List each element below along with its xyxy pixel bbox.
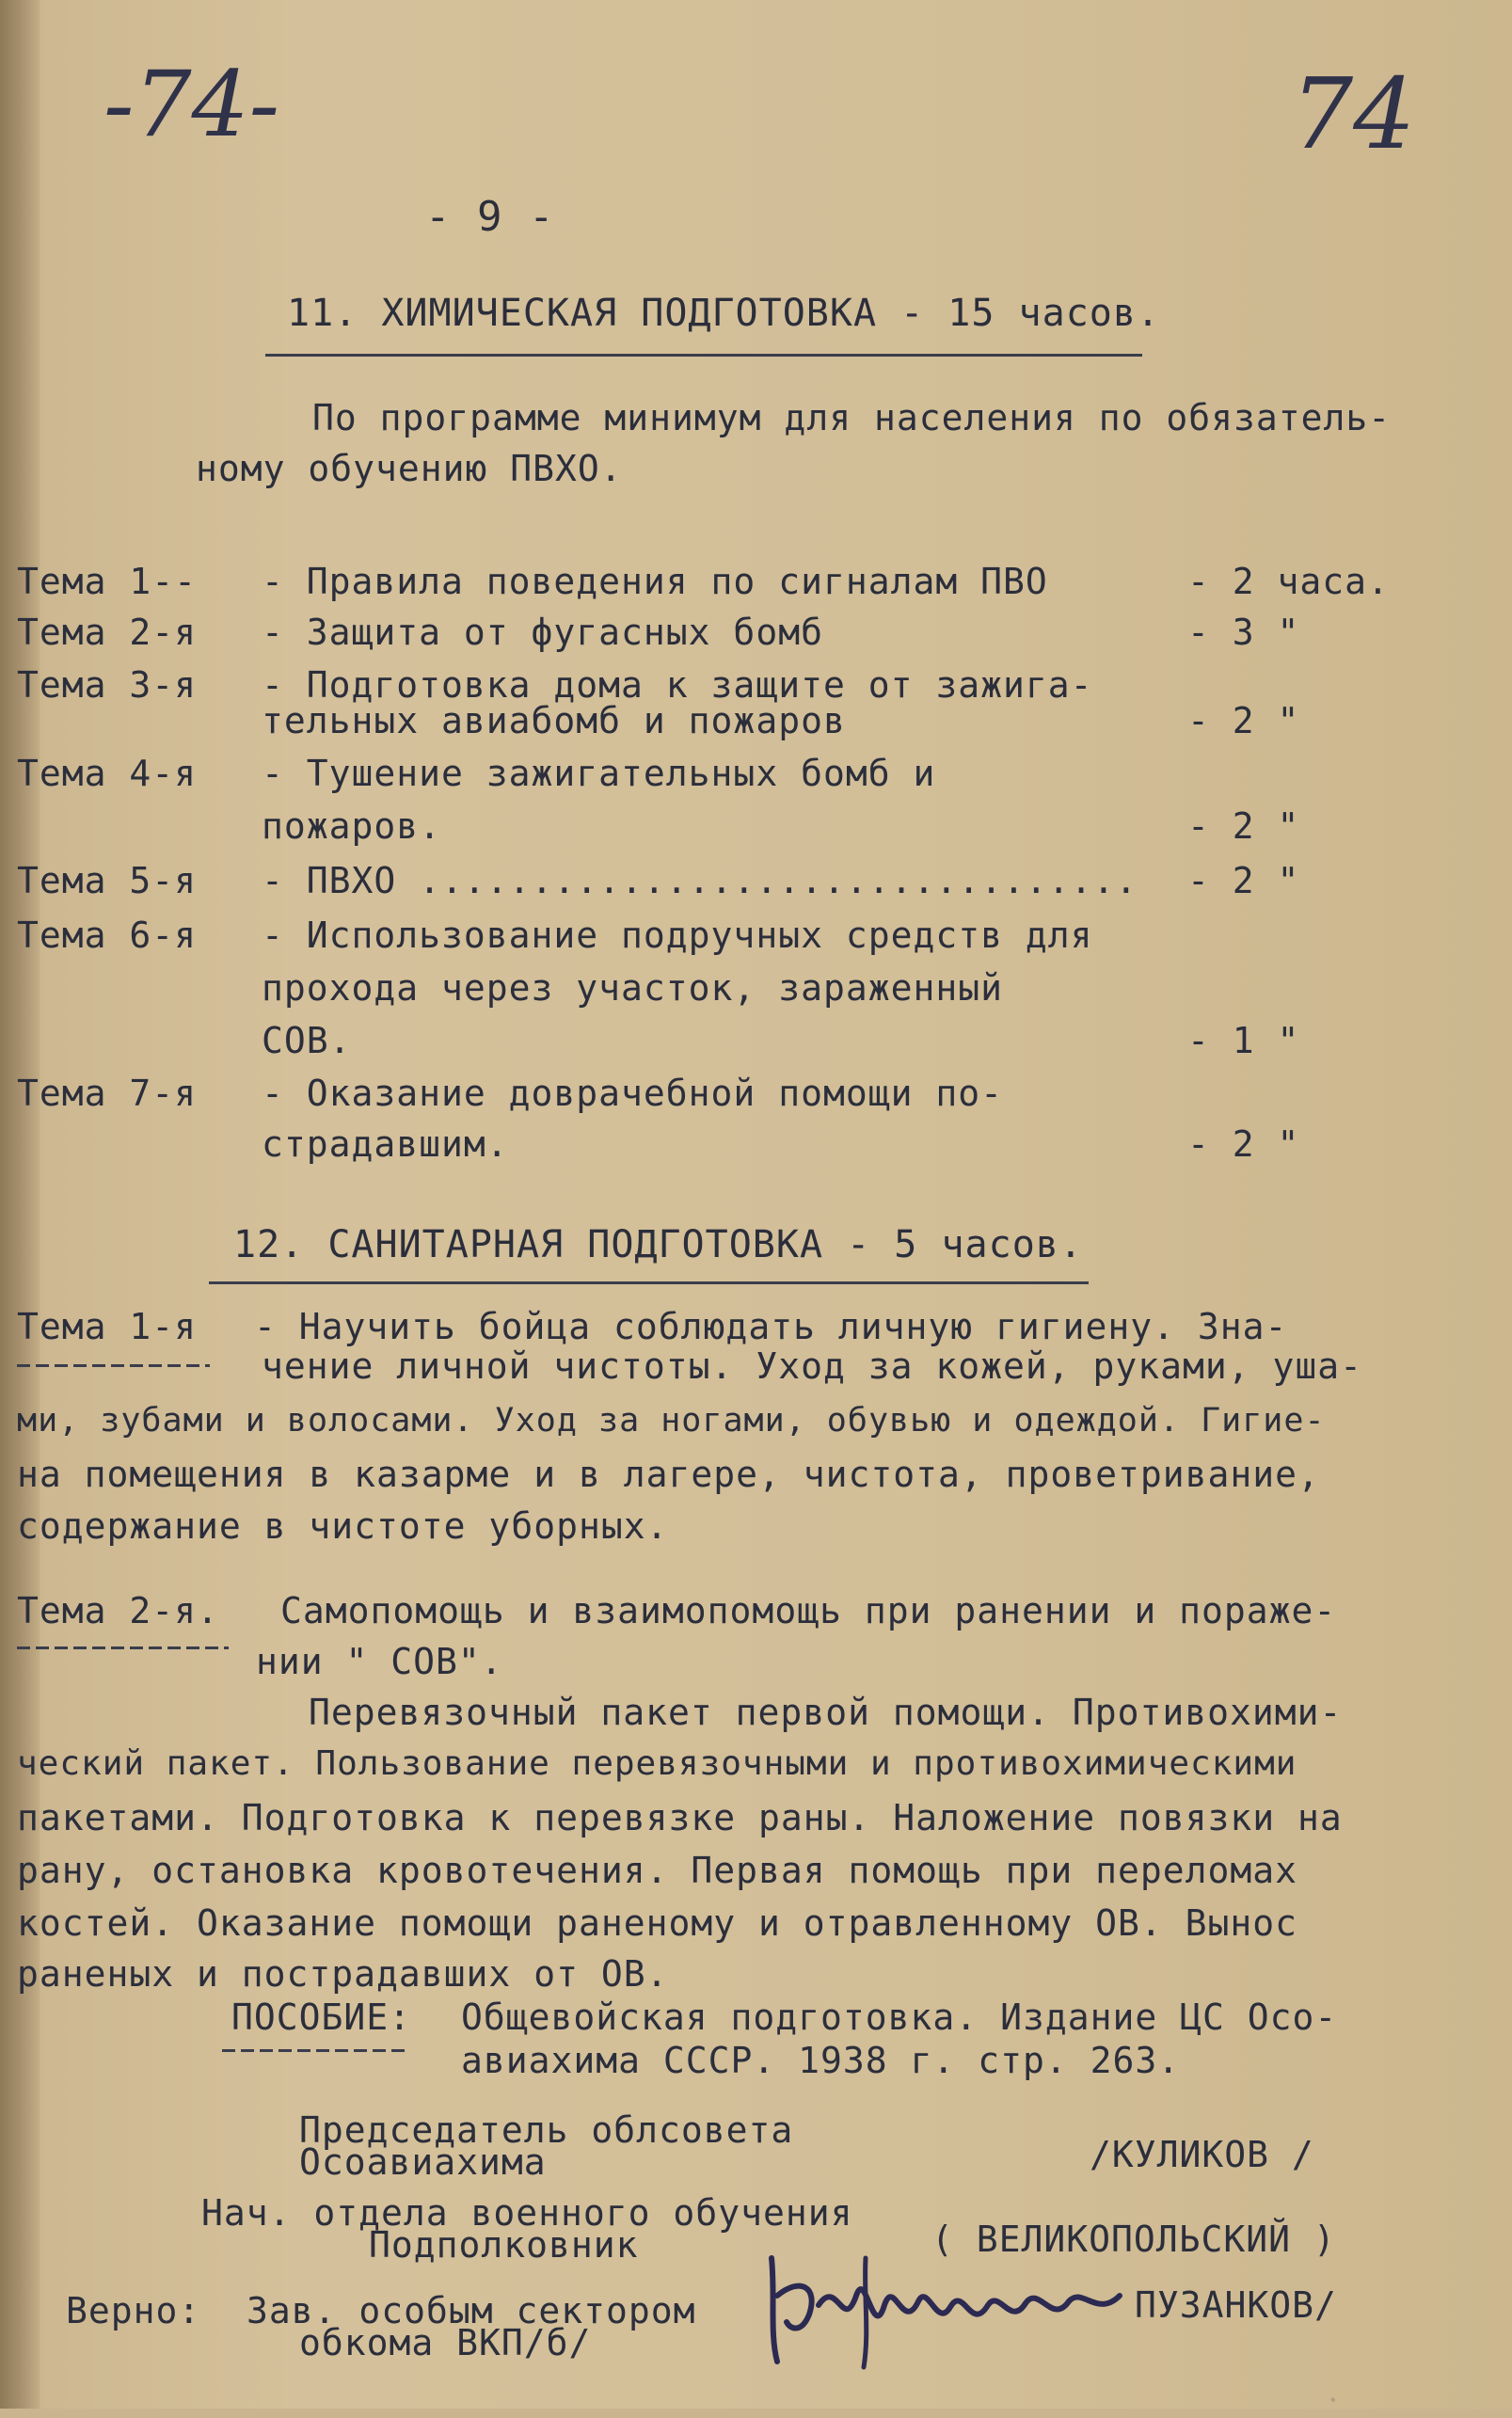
topic-hours: - 1 " [1187,1020,1300,1061]
topic-text: - Защита от фугасных бомб [262,612,823,653]
chairman-title-1: Председатель облсовета [299,2109,794,2151]
section-11-title: 11. ХИМИЧЕСКАЯ ПОДГОТОВКА - 15 часов. [287,292,1161,335]
topic-text: - Правила поведения по сигналам ПВО [262,561,1048,602]
manual-label-underline [222,2049,410,2052]
binding-edge [0,0,40,2409]
topic-label: Тема 2-я. [17,1590,219,1631]
topic-text: - ПВХО ................................ [262,860,1138,901]
head-title-2: Подполковник [369,2224,639,2266]
handwritten-number-left: -74- [103,52,280,157]
manual-label: ПОСОБИЕ: [231,1996,412,2038]
topic-label-underline [17,1646,229,1649]
topic-label: Тема 1-я [17,1306,198,1347]
copy-name: ПУЗАНКОВ/ [1135,2284,1337,2326]
sanitary-topic-1-line-1: - Научить бойца соблюдать личную гигиену. Зна- [254,1306,1288,1347]
topic-text: - Использование подручных средств для [262,915,1093,956]
topic-text: - Тушение зажигательных бомб и [262,753,936,794]
topic-hours: - 2 " [1187,860,1300,901]
chairman-title-2: Осоавиахима [299,2141,547,2183]
topic-label-underline [17,1364,210,1367]
section-11-underline [265,354,1142,357]
topic-text: пожаров. [262,805,442,847]
topic-label: Тема 4-я [17,753,198,794]
copy-title-2: обкома ВКП/б/ [299,2322,592,2363]
manual-text-1: Общевойская подготовка. Издание ЦС Осо- [461,1996,1338,2038]
topic-label: Тема 2-я [17,612,198,653]
sanitary-topic-1-line-4: на помещения в казарме и в лагере, чистота, проветривание, [17,1454,1320,1495]
topic-label: Тема 7-я [17,1073,198,1114]
sanitary-topic-1-line-3: ми, зубами и волосами. Уход за ногами, обувью и одеждой. Гигие- [17,1402,1326,1440]
topic-hours: - 3 " [1187,612,1300,653]
copy-title-1: Зав. особым сектором [247,2290,696,2331]
section-12-title: 12. САНИТАРНАЯ ПОДГОТОВКА - 5 часов. [233,1223,1083,1266]
page-number: - 9 - [425,193,555,241]
sanitary-topic-2-body-2: ческий пакет. Пользование перевязочными и противохимическими [17,1744,1297,1783]
handwritten-number-right: 74 [1291,56,1416,171]
section-11-intro-line-1: По программе минимум для населения по обязатель- [312,397,1392,438]
topic-label: Тема 5-я [17,860,198,901]
sanitary-topic-2-title-1: Самопомощь и взаимопомощь при ранении и пораже- [280,1590,1337,1631]
chairman-name: /КУЛИКОВ / [1090,2134,1314,2175]
topic-hours: - 2 " [1187,700,1300,741]
sanitary-topic-2-body-3: пакетами. Подготовка к перевязке раны. Наложение повязки на [17,1797,1343,1838]
sanitary-topic-1-line-5: содержание в чистоте уборных. [17,1505,669,1547]
topic-label: Тема 1-- [17,561,198,602]
topic-text: СОВ. [262,1020,352,1061]
topic-text: тельных авиабомб и пожаров [262,700,846,741]
topic-hours: - 2 часа. [1187,561,1390,602]
topic-text: - Оказание доврачебной помощи по- [262,1073,1003,1114]
topic-text: страдавшим. [262,1123,509,1165]
topic-hours: - 2 " [1187,1123,1300,1165]
manual-text-2: авиахима СССР. 1938 г. стр. 263. [461,2040,1181,2081]
section-11-intro-line-2: ному обучению ПВХО. [196,448,623,489]
sanitary-topic-2-title-2: нии " СОВ". [256,1641,503,1682]
archive-watermark: · [1317,2382,1350,2418]
topic-text: прохода через участок, зараженный [262,967,1003,1009]
sanitary-topic-2-body-5: костей. Оказание помощи раненому и отравленному ОВ. Вынос [17,1902,1298,1944]
sanitary-topic-1-line-2: чение личной чистоты. Уход за кожей, руками, уша- [262,1345,1363,1387]
section-12-underline [209,1281,1089,1284]
handwritten-signature [753,2239,1148,2371]
topic-label: Тема 6-я [17,915,198,956]
head-name: ( ВЕЛИКОПОЛЬСКИЙ ) [931,2219,1336,2260]
sanitary-topic-2-body-6: раненых и пострадавших от ОВ. [17,1953,669,1995]
copy-label: Верно: [66,2290,201,2331]
topic-text: - Подготовка дома к защите от зажига- [262,664,1093,706]
topic-hours: - 2 " [1187,805,1300,847]
sanitary-topic-2-body-1: Перевязочный пакет первой помощи. Противохими- [309,1692,1343,1733]
topic-label: Тема 3-я [17,664,198,706]
head-title-1: Нач. отдела военного обучения [201,2192,853,2234]
sanitary-topic-2-body-4: рану, остановка кровотечения. Первая помощь при переломах [17,1850,1298,1891]
